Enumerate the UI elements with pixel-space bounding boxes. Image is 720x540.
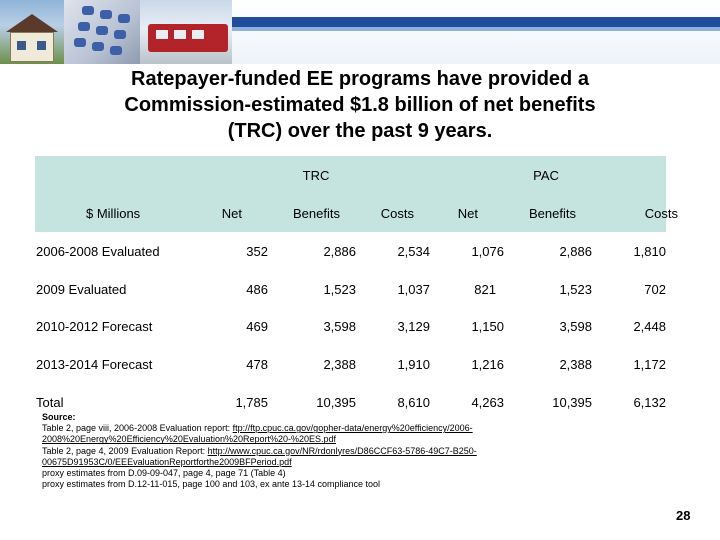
banner-background: [232, 0, 720, 64]
source-link[interactable]: 2008%20Energy%20Efficiency%20Evaluation%20Report%20-%20ES.pdf: [42, 434, 337, 445]
source-line: [42, 446, 642, 457]
window-icon: [17, 41, 26, 50]
source-line: proxy estimates from D.09-09-047, page 4, page 71 (Table 4): [42, 468, 286, 479]
source-link[interactable]: ftp://ftp.cpuc.ca.gov/gopher-data/energy%20efficiency/2006-: [232, 423, 473, 434]
house-roof-icon: [6, 14, 58, 32]
window-icon: [156, 30, 168, 39]
table-cell: 2,886: [323, 244, 356, 259]
slide-title: [60, 66, 660, 144]
table-cell: 1,037: [397, 282, 430, 297]
calculator-photo: [64, 0, 140, 64]
table-cell: 10,395: [316, 395, 356, 410]
table-cell: 1,785: [235, 395, 268, 410]
group-header-trc: TRC: [302, 168, 330, 183]
calculator-key-icon: [92, 42, 104, 51]
table-cell: 1,523: [323, 282, 356, 297]
table-cell: 478: [246, 357, 268, 372]
table-cell: 1,810: [633, 244, 666, 259]
unit-label: $ Millions: [86, 206, 141, 221]
table-cell: 1,172: [633, 357, 666, 372]
calculator-key-icon: [110, 46, 122, 55]
source-text: Table 2, page 4, 2009 Evaluation Report:: [42, 445, 208, 456]
table-cell: 3,598: [559, 319, 592, 334]
source-link[interactable]: http://www.cpuc.ca.gov/NR/rdonlyres/D86CCF63-5786-49C7-B250-: [207, 445, 477, 456]
table-cell: 1,910: [397, 357, 430, 372]
table-cell: 1,216: [471, 357, 504, 372]
table-cell: 486: [246, 282, 268, 297]
calculator-key-icon: [82, 6, 94, 15]
calculator-key-icon: [118, 14, 130, 23]
source-text: Table 2, page viii, 2006-2008 Evaluation report:: [42, 423, 233, 434]
header-banner: [0, 0, 720, 64]
calculator-key-icon: [114, 30, 126, 39]
calculator-key-icon: [74, 38, 86, 47]
table-cell: 2,388: [559, 357, 592, 372]
source-heading: Source:: [42, 412, 76, 422]
train-photo: [140, 0, 232, 64]
table-cell: 702: [644, 282, 666, 297]
banner-stripe: [232, 17, 720, 27]
source-line: proxy estimates from D.12-11-015, page 100 and 103, ex ante 13-14 compliance tool: [42, 479, 381, 490]
table-cell: 2,886: [559, 244, 592, 259]
title-line: (TRC) over the past 9 years.: [227, 120, 493, 142]
table-cell: 10,395: [552, 395, 592, 410]
house-photo: [0, 0, 64, 64]
window-icon: [174, 30, 186, 39]
banner-stripe-light: [232, 27, 720, 31]
row-label: 2009 Evaluated: [36, 282, 127, 297]
window-icon: [37, 41, 46, 50]
page-number: 28: [676, 508, 691, 523]
house-icon: [10, 32, 54, 62]
source-line: [42, 434, 642, 445]
row-label: Total: [36, 395, 64, 410]
row-label: 2006-2008 Evaluated: [36, 244, 160, 259]
table-cell: 4,263: [471, 395, 504, 410]
table-cell: 1,523: [559, 282, 592, 297]
table-cell: 821: [474, 282, 496, 297]
table-cell: 469: [246, 319, 268, 334]
column-header: Costs: [380, 206, 414, 221]
window-icon: [192, 30, 204, 39]
source-line: [42, 457, 642, 468]
table-cell: 352: [246, 244, 268, 259]
column-header: Benefits: [529, 206, 576, 221]
table-cell: 3,129: [397, 319, 430, 334]
title-line: Commission-estimated $1.8 billion of net benefits: [124, 94, 596, 116]
table-cell: 8,610: [397, 395, 430, 410]
table-cell: 1,150: [471, 319, 504, 334]
column-header: Benefits: [293, 206, 340, 221]
column-header: Net: [457, 206, 478, 221]
table-cell: 2,534: [397, 244, 430, 259]
source-line: [42, 423, 642, 434]
source-notes: [42, 412, 642, 490]
table-cell: 2,388: [323, 357, 356, 372]
calculator-key-icon: [96, 26, 108, 35]
table-cell: 1,076: [471, 244, 504, 259]
column-header: Net: [221, 206, 242, 221]
row-label: 2010-2012 Forecast: [36, 319, 153, 334]
calculator-key-icon: [78, 22, 90, 31]
table-cell: 6,132: [633, 395, 666, 410]
table-cell: 3,598: [323, 319, 356, 334]
row-label: 2013-2014 Forecast: [36, 357, 153, 372]
title-line: Ratepayer-funded EE programs have provided a: [131, 68, 589, 90]
table-cell: 2,448: [633, 319, 666, 334]
source-link[interactable]: 00675D91953C/0/EEEvaluationReportforthe2009BFPeriod.pdf: [42, 456, 292, 467]
column-header: Costs: [644, 206, 678, 221]
group-header-pac: PAC: [533, 168, 559, 183]
calculator-key-icon: [100, 10, 112, 19]
